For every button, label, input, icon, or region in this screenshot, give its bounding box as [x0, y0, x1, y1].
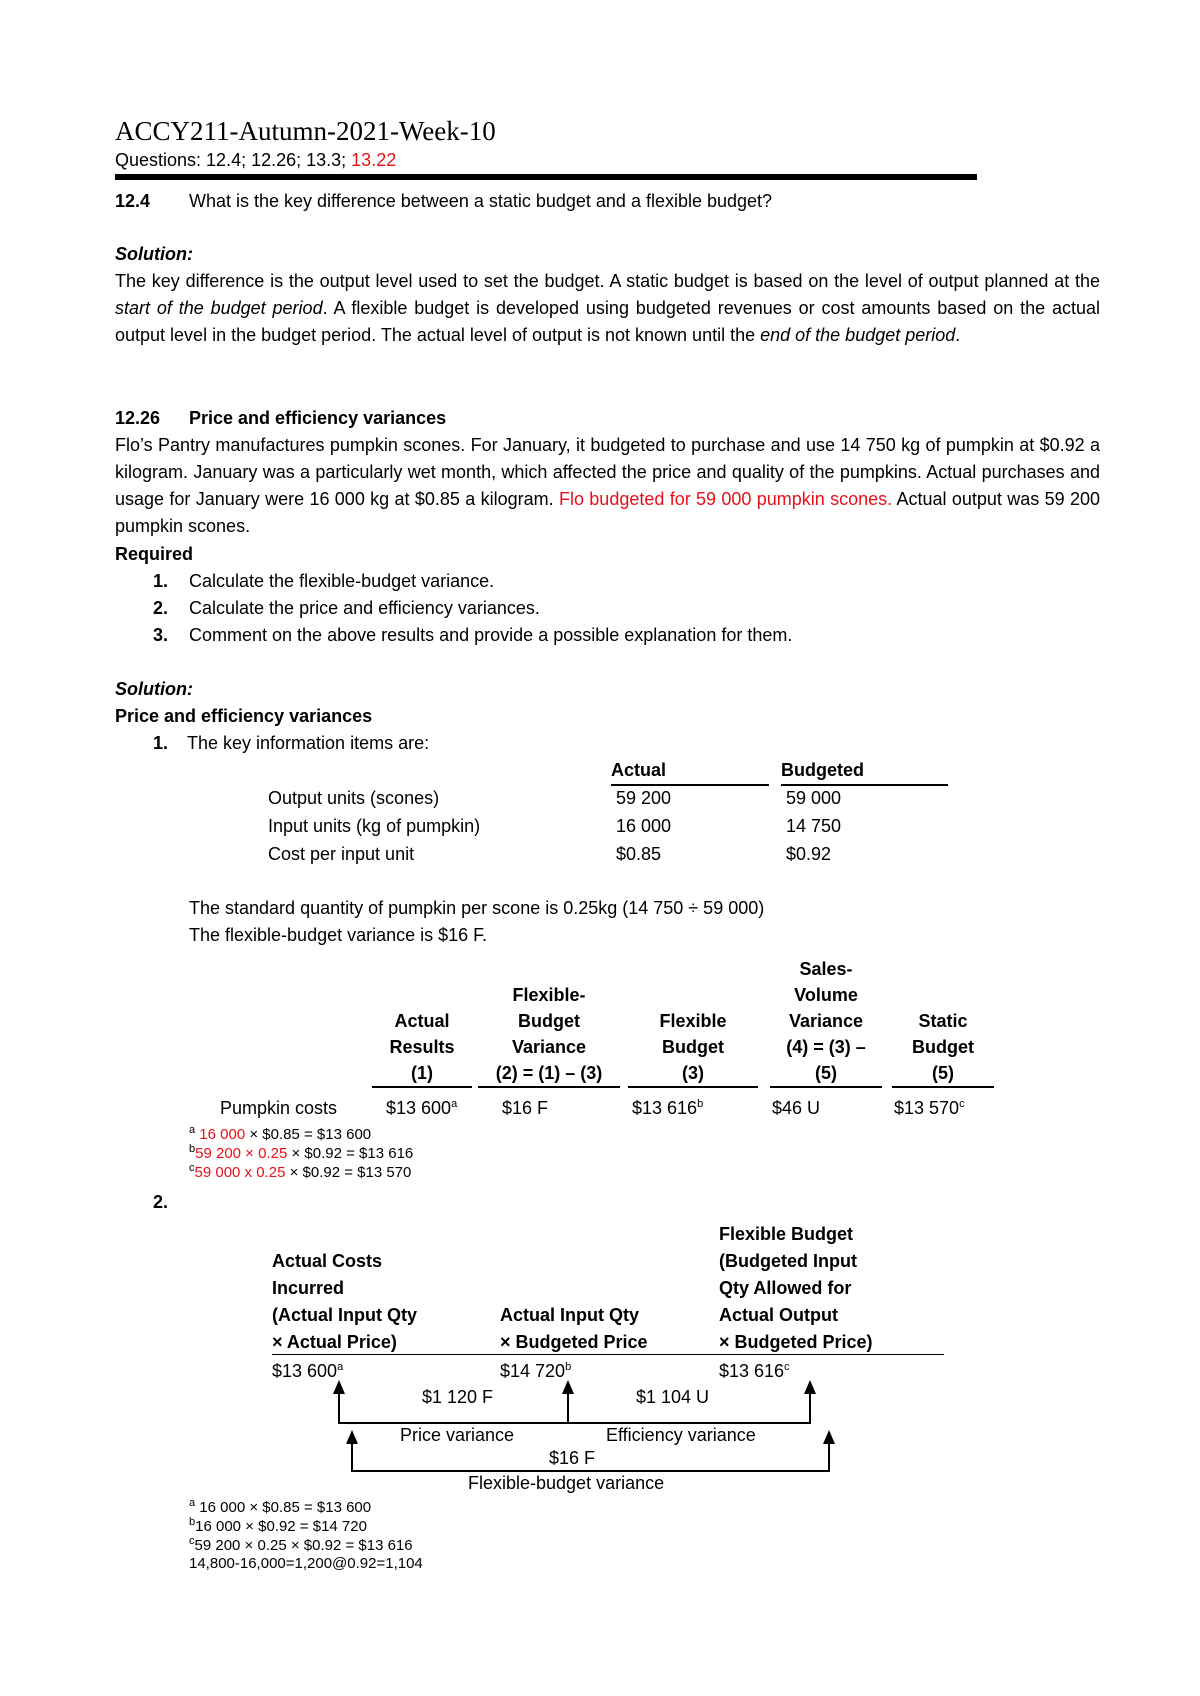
footnote: $^b$16 000 × $0.92 = $14 720	[189, 1516, 367, 1535]
fb-variance-line: The flexible-budget variance is $16 F.	[189, 925, 488, 945]
solution-heading: Price and efficiency variances	[115, 706, 373, 726]
item1-number: 1.	[153, 733, 169, 753]
info-row-label: Input units (kg of pumpkin)	[268, 816, 481, 836]
required-item-3: Comment on the above results and provide a possible explanation for them.	[189, 625, 793, 645]
solution-label: Solution:	[115, 679, 193, 699]
info-header-actual: Actual	[611, 760, 667, 780]
q124-question: What is the key difference between a static budget and a flexible budget?	[189, 191, 773, 211]
required-num-1: 1.	[153, 571, 169, 591]
diagram-value-actual: $13 600$^a$	[272, 1361, 344, 1381]
arrow-head	[562, 1380, 574, 1394]
diagram-value-flexible: $13 616$^c$	[719, 1361, 790, 1381]
std-qty-line: The standard quantity of pumpkin per scone is 0.25kg (14 750 ÷ 59 000)	[189, 898, 765, 918]
info-header-budgeted: Budgeted	[781, 760, 864, 780]
required-item-1: Calculate the flexible-budget variance.	[189, 571, 495, 591]
diagram-value-input-budgeted: $14 720$^b$	[500, 1361, 572, 1381]
info-row-actual: $0.85	[616, 844, 662, 864]
var-value-fb-variance: $16 F	[502, 1098, 549, 1118]
footnote: $^a$ 16 000 × $0.85 = $13 600	[189, 1497, 372, 1516]
var-header-flexible-budget: Flexible Budget (3)	[659, 1011, 727, 1083]
footnote: $^a$ 16 000 × $0.85 = $13 600	[189, 1124, 372, 1143]
price-variance-amount: $1 120 F	[422, 1387, 494, 1407]
info-row-budgeted: 59 000	[786, 788, 842, 808]
arrow-head	[333, 1380, 345, 1394]
inner-bracket-line	[339, 1392, 810, 1423]
arrow-head	[823, 1430, 835, 1444]
info-row-label: Output units (scones)	[268, 788, 440, 808]
var-row-label: Pumpkin costs	[220, 1098, 338, 1118]
q1226-body: Flo’s Pantry manufactures pumpkin scones. For January, it budgeted to purchase and use 14 750 kg of pumpkin at $0.92 a kilogram. January was a particularly wet month, which affected the price and quality of the pumpkins. Actual purchases and usage for January were 16 000 kg at $0.85 a kilogram. Flo budgeted for 59 000 pumpkin scones. Actual output was 59 200 pumpkin scones.	[115, 435, 1101, 536]
info-row-actual: 59 200	[616, 788, 672, 808]
q124-solution-text: The key difference is the output level used to set the budget. A static budget is based on the level of output planned at the start of the budget period. A flexible budget is developed using budgeted revenues or cost amounts based on the actual output level in the budget period. The actual level of output is not known until the end of the budget period.	[115, 271, 1100, 345]
info-row-budgeted: $0.92	[786, 844, 832, 864]
var-header-sales-volume: Sales- Volume Variance (4) = (3) – (5)	[786, 959, 866, 1083]
var-header-actual-results: Actual Results (1)	[389, 1011, 455, 1083]
efficiency-variance-amount: $1 104 U	[636, 1387, 710, 1407]
var-value-sales-volume: $46 U	[772, 1098, 821, 1118]
fb-variance-amount: $16 F	[549, 1448, 596, 1468]
required-label: Required	[115, 544, 194, 564]
q124-solution-label: Solution:	[115, 244, 193, 264]
footnote: $^c$59 200 × 0.25 × $0.92 = $13 616	[189, 1535, 413, 1554]
info-row-actual: 16 000	[616, 816, 672, 836]
item2-number: 2.	[153, 1192, 169, 1212]
diagram-col3-header: Flexible Budget (Budgeted Input Qty Allowed for Actual Output × Budgeted Price)	[719, 1224, 873, 1352]
diagram-col1-header: Actual Costs Incurred (Actual Input Qty × Actual Price)	[272, 1251, 417, 1352]
arrow-head	[804, 1380, 816, 1394]
footnote: $^b$59 200 × 0.25 × $0.92 = $13 616	[189, 1143, 414, 1162]
required-item-2: Calculate the price and efficiency variances.	[189, 598, 540, 618]
handwritten-note: 14,800-16,000=1,200@0.92=1,104	[189, 1555, 423, 1572]
efficiency-variance-label: Efficiency variance	[606, 1425, 756, 1445]
price-variance-label: Price variance	[400, 1425, 515, 1445]
arrow-head	[346, 1430, 358, 1444]
q1226-number: 12.26	[115, 408, 161, 428]
var-value-actual: $13 600$^a$	[386, 1098, 458, 1118]
footnote: $^c$59 000 x 0.25 × $0.92 = $13 570	[189, 1162, 412, 1181]
required-num-2: 2.	[153, 598, 169, 618]
var-header-static-budget: Static Budget (5)	[912, 1011, 974, 1083]
info-row-label: Cost per input unit	[268, 844, 415, 864]
q124-number: 12.4	[115, 191, 151, 211]
item1-text: The key information items are:	[187, 733, 430, 753]
info-row-budgeted: 14 750	[786, 816, 842, 836]
questions-line: Questions: 12.4; 12.26; 13.3; 13.22	[115, 150, 397, 170]
q1226-heading: Price and efficiency variances	[189, 408, 447, 428]
required-num-3: 3.	[153, 625, 169, 645]
page-title: ACCY211-Autumn-2021-Week-10	[115, 116, 496, 146]
diagram-col2-header: Actual Input Qty × Budgeted Price	[500, 1305, 648, 1352]
var-value-static-budget: $13 570$^c$	[894, 1098, 965, 1118]
var-header-fb-variance: Flexible- Budget Variance (2) = (1) – (3)	[495, 985, 603, 1083]
var-value-flexible-budget: $13 616$^b$	[632, 1098, 704, 1118]
fb-variance-label: Flexible-budget variance	[468, 1473, 665, 1493]
